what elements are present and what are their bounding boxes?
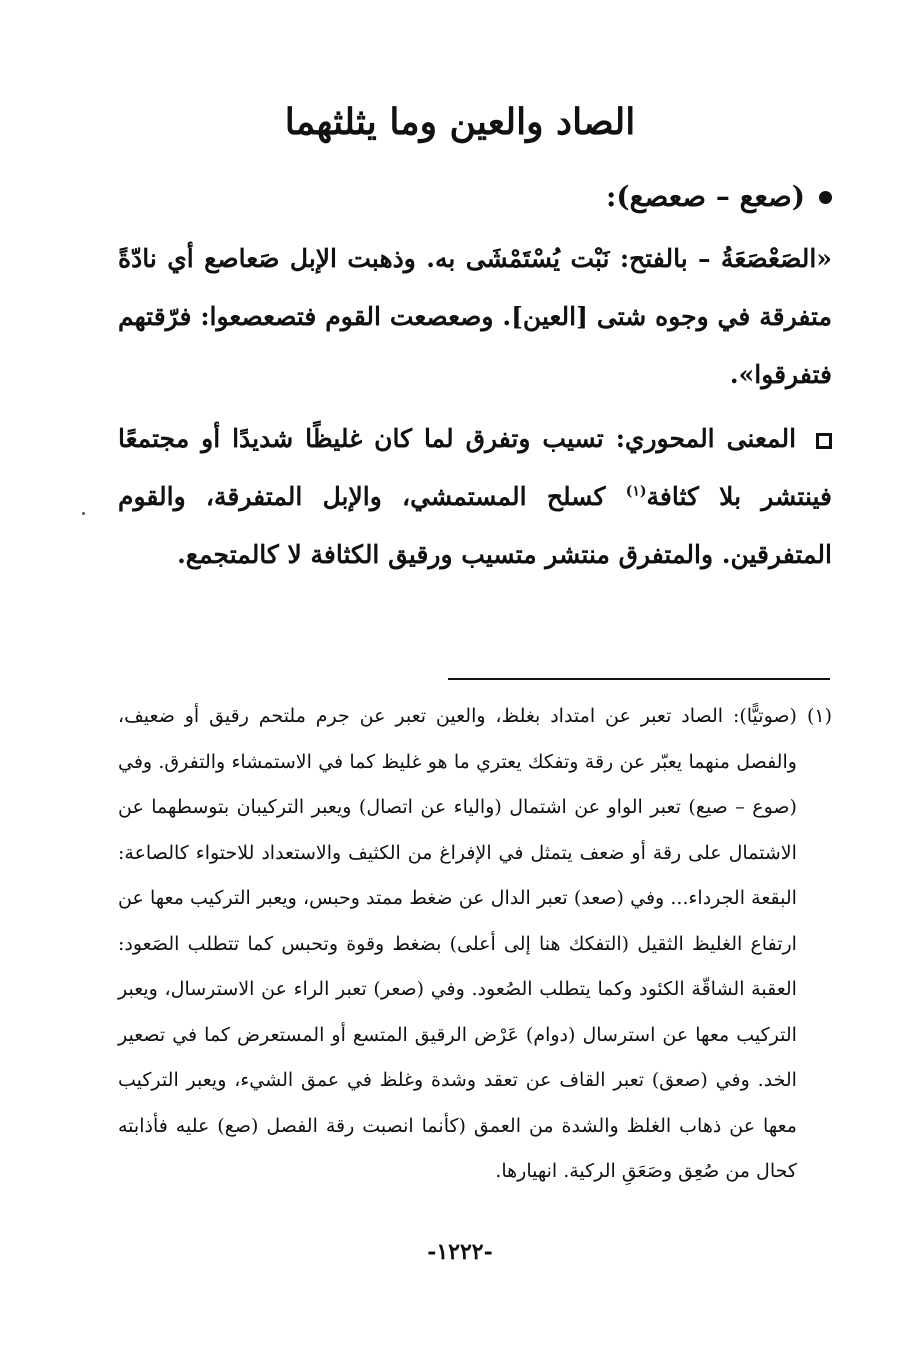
footnote-text: (صوتيًّا): الصاد تعبر عن امتداد بغلظ، والعين تعبر عن جرم ملتحم رقيق أو ضعيف، والفصل منهما يعبّر عن رقة وتفكك يعتري ما هو غليظ كما في الاستمشاء والتفرق. وفي (صوع – صيع) تعبر الواو عن اشتمال (والياء عن اتصال) ويعبر التركيبان بتوسطهما عن الاشتمال على رقة أو ضعف يتمثل في الإفراغ من الكثيف والاستعداد للاحتواء كالصاعة: البقعة الجرداء... وفي (صعد) تعبر الدال عن ضغط ممتد وحبس، ويعبر التركيب معها عن ارتفاع الغليظ الثقيل (التفكك هنا إلى أعلى) بضغط وقوة وتحبس كما تتطلب الصَعود: العقبة الشاقّة الكئود وكما يتطلب الصُعود. وفي (صعر) تعبر الراء عن الاسترسال، ويعبر التركيب معها عن استرسال (دوام) عَرْض الرقيق المتسع أو المستعرض كما في تصعير الخد. وفي (صعق) تعبر القاف عن تعقد وشدة وغلظ في عمق الشيء، ويعبر التركيب معها عن ذهاب الغلظ والشدة من العمق (كأنما انصبت رقة الفصل (صع) عليه فأذابته كحال من صُعِق وصَعَقِ الركية. انهيارها. bbox=[118, 705, 797, 1182]
bullet-icon bbox=[819, 191, 832, 204]
square-marker-icon bbox=[816, 433, 832, 449]
footnote-item bbox=[118, 694, 832, 1195]
core-meaning bbox=[118, 410, 832, 584]
footnote-number: (١) bbox=[806, 705, 832, 727]
core-meaning-text-end: كسلح المستمشي، والإبل المتفرقة، والقوم المتفرقين. والمتفرق منتشر متسيب ورقيق الكثافة لا كالمتجمع. bbox=[118, 482, 832, 569]
core-meaning-text-start: المعنى المحوري: تسيب وتفرق لما كان غليظًا شديدًا أو مجتمعًا فينتشر بلا كثافة bbox=[118, 424, 832, 511]
scan-speck bbox=[82, 512, 85, 515]
footnote-separator bbox=[448, 678, 830, 680]
entry-heading-text: (صعع – صعصع): bbox=[606, 180, 805, 213]
main-text bbox=[118, 168, 832, 590]
entry-definition: «الصَعْصَعَةُ – بالفتح: نَبْت يُسْتَمْشَى به. وذهبت الإبل صَعاصع أي نادّةً متفرقة في وجوه شتى [العين]. وصعصعت القوم فتصعصعوا: فرّقتهم فتفرقوا». bbox=[118, 244, 832, 389]
entry-heading bbox=[118, 168, 832, 226]
footnotes-section bbox=[118, 694, 832, 1195]
page-title: الصاد والعين وما يثلثهما bbox=[284, 101, 636, 143]
footnote-reference[interactable]: (١) bbox=[625, 483, 647, 500]
page-number: -١٢٢٢- bbox=[427, 1239, 493, 1265]
